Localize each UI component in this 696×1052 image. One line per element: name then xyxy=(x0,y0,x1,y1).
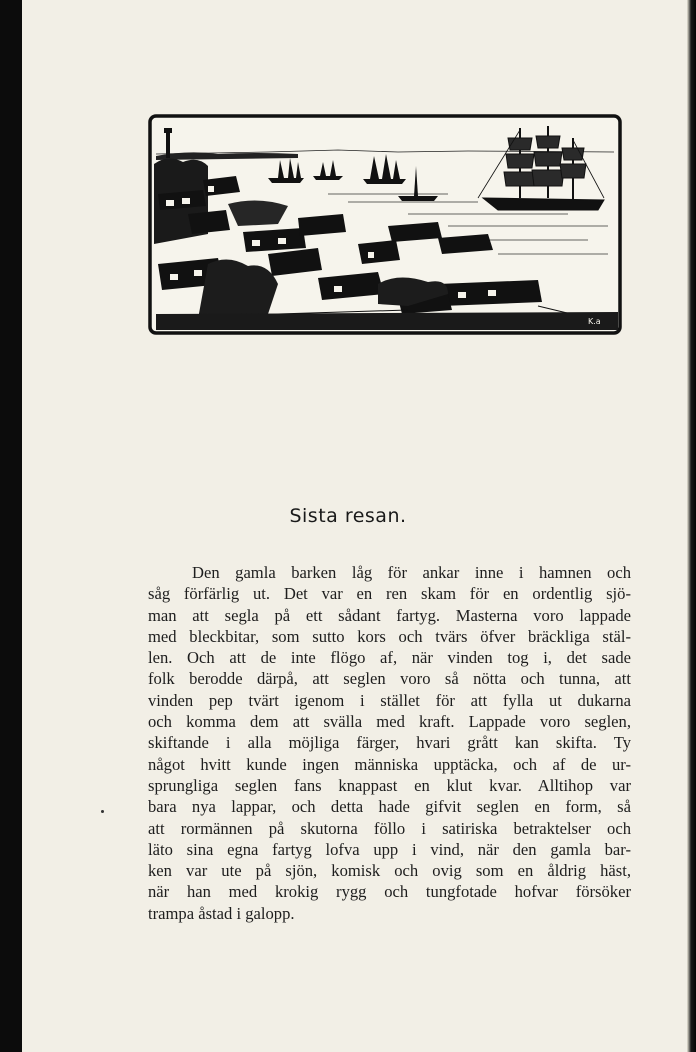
paragraph-line: len. Och att de inte flögo af, när vinden tog i, det sade xyxy=(148,648,631,668)
paragraph-line: Den gamla barken låg för ankar inne i hamnen och xyxy=(192,563,631,582)
paragraph-line: sprungliga seglen fans knappast en klut kvar. Alltihop var xyxy=(148,775,631,795)
paragraph-line: såg förfärlig ut. Det var en ren skam för en ordentlig sjö- xyxy=(148,584,631,604)
paragraph-line: vinden pep tvärt igenom i stället för att fylla ut dukarna xyxy=(148,690,631,710)
paragraph-line: när han med krokig rygg och tungfotade hofvar försöker xyxy=(148,882,631,902)
paragraph-line: med bleckbitar, som sutto kors och tvärs öfver bräckliga stäl- xyxy=(148,626,631,646)
paragraph-line: ken var ute på sjön, komisk och ovig som en åldrig häst, xyxy=(148,861,631,881)
chapter-title: Sista resan. xyxy=(289,505,407,527)
paragraph-line: något hvitt kunde ingen människa upptäcka, och af de ur- xyxy=(148,754,631,774)
paragraph-line: att rormännen på skutorna föllo i satiriska betraktelser och xyxy=(148,818,631,838)
paragraph-line: trampa åstad i galopp. xyxy=(148,903,295,923)
paragraph-line: bara nya lappar, och detta hade gifvit seglen en form, så xyxy=(148,797,631,817)
chapter-paragraph xyxy=(148,562,631,924)
paragraph-line: skiftande i alla möjliga färger, hvari grått kan skifta. Ty xyxy=(148,733,631,753)
ink-speck xyxy=(101,810,104,813)
paragraph-line: folk berodde därpå, att seglen voro så nötta och tunna, att xyxy=(148,669,631,689)
illustration-signature: K.a xyxy=(588,317,601,326)
paragraph-line: man att segla på ett sådant fartyg. Masterna voro lappade xyxy=(148,605,631,625)
paragraph-line: läto sina egna fartyg lofva upp i vind, när den gamla bar- xyxy=(148,839,631,859)
harbor-illustration xyxy=(148,114,622,336)
paragraph-line: och komma dem att svälla med kraft. Lappade voro seglen, xyxy=(148,712,631,732)
